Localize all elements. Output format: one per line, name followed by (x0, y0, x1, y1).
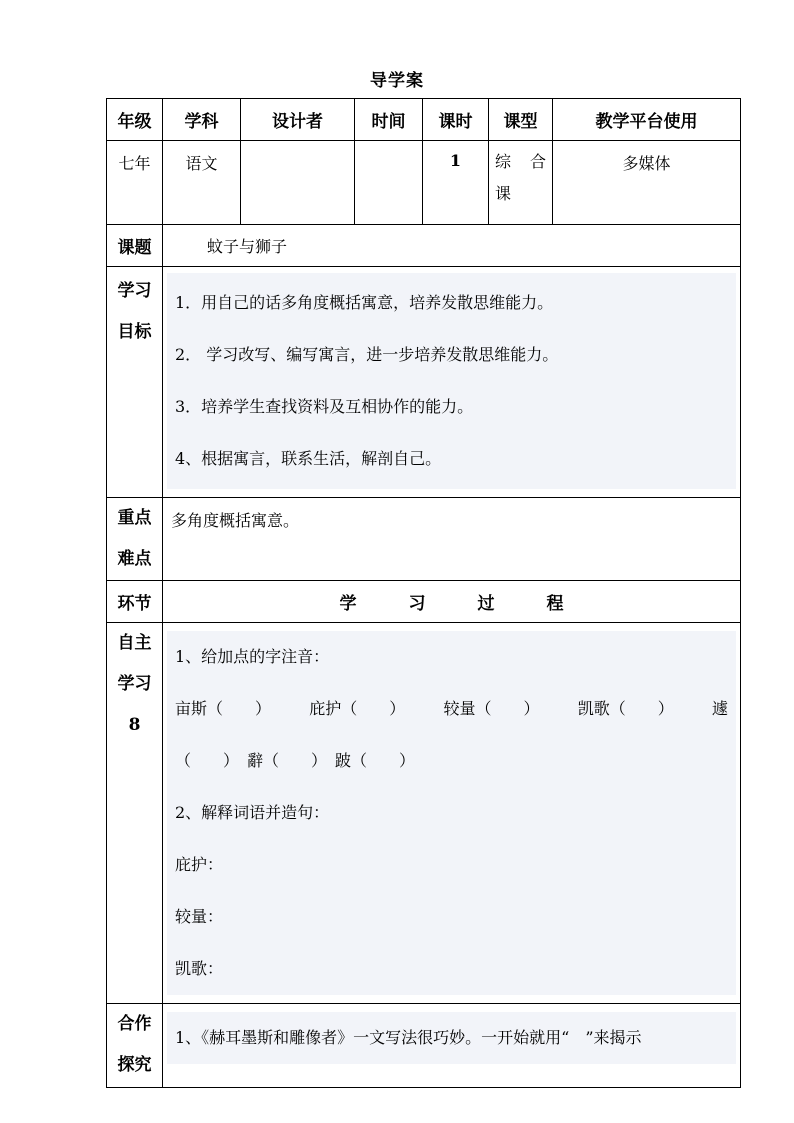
section-title (163, 581, 741, 623)
section-char: 习 (408, 594, 426, 614)
word-item: 较量（ ） (443, 699, 540, 718)
goal-item: 3．培养学生查找资料及互相协作的能力。 (175, 397, 474, 416)
header-period: 课时 (423, 99, 489, 141)
coop-row (107, 1004, 741, 1088)
self-study-box (167, 631, 736, 995)
word-item: 庇护（ ） (309, 699, 406, 718)
section-label: 环节 (107, 581, 163, 623)
key-label (107, 498, 163, 581)
goals-content (163, 267, 741, 498)
section-char: 程 (546, 594, 564, 614)
words-row-1 (167, 683, 736, 735)
goal-item: 4、根据寓言，联系生活，解剖自己。 (175, 449, 442, 468)
key-row (107, 498, 741, 581)
info-type-char1: 综 (495, 152, 512, 171)
self-study-label-line1: 自主 (117, 633, 152, 653)
goal-item: 2． 学习改写、编写寓言，进一步培养发散思维能力。 (175, 345, 559, 364)
goals-label-line1: 学习 (117, 281, 152, 301)
goals-label-line2: 目标 (117, 322, 152, 342)
topic-label: 课题 (107, 225, 163, 267)
coop-content (163, 1004, 741, 1088)
goals-row (107, 267, 741, 498)
info-grade: 七年 (107, 141, 163, 225)
key-label-line1: 重点 (117, 508, 152, 528)
self-study-label-line2: 学习 (117, 674, 152, 694)
self-study-label-line3: 8 (128, 715, 141, 735)
info-type-char3: 课 (495, 184, 512, 203)
self-study-label (107, 623, 163, 1004)
word-item: 遽 (711, 699, 728, 718)
header-subject: 学科 (163, 99, 241, 141)
coop-label-line2: 探究 (117, 1055, 152, 1075)
word-item: 亩斯（ ） (175, 699, 272, 718)
coop-label (107, 1004, 163, 1088)
words-row-2: （ ） 辭（ ） 跛（ ） (175, 751, 416, 770)
coop-q1: 1、《赫耳墨斯和雕像者》一文写法很巧妙。一开始就用“ ”来揭示 (167, 1012, 736, 1064)
coop-label-line1: 合作 (117, 1014, 152, 1034)
info-type (489, 141, 553, 225)
info-row (107, 141, 741, 225)
topic-row (107, 225, 741, 267)
header-type: 课型 (489, 99, 553, 141)
info-designer (241, 141, 355, 225)
info-time (355, 141, 423, 225)
key-label-line2: 难点 (117, 549, 152, 569)
info-type-char2: 合 (529, 152, 546, 171)
lesson-plan-table (106, 98, 741, 1088)
self-study-row (107, 623, 741, 1004)
self-study-content (163, 623, 741, 1004)
info-platform: 多媒体 (553, 141, 741, 225)
goal-item: 1．用自己的话多角度概括寓意，培养发散思维能力。 (175, 293, 554, 312)
header-platform: 教学平台使用 (553, 99, 741, 141)
self-study-q2: 2、解释词语并造句： (175, 803, 330, 822)
header-grade: 年级 (107, 99, 163, 141)
section-row (107, 581, 741, 623)
section-char: 学 (339, 594, 357, 614)
topic-value: 蚊子与狮子 (163, 225, 741, 267)
info-period: 1 (423, 141, 489, 225)
page-title: 导学案 (370, 71, 424, 91)
info-subject: 语文 (163, 141, 241, 225)
goals-list (167, 273, 736, 489)
header-designer: 设计者 (241, 99, 355, 141)
goals-label (107, 267, 163, 498)
self-study-q1: 1、给加点的字注音： (175, 647, 330, 666)
term-item: 凯歌： (175, 959, 224, 978)
term-item: 较量： (175, 907, 224, 926)
term-item: 庇护： (175, 855, 224, 874)
section-char: 过 (477, 594, 495, 614)
word-item: 凯歌（ ） (577, 699, 674, 718)
header-time: 时间 (355, 99, 423, 141)
header-row (107, 99, 741, 141)
key-value: 多角度概括寓意。 (163, 498, 741, 581)
